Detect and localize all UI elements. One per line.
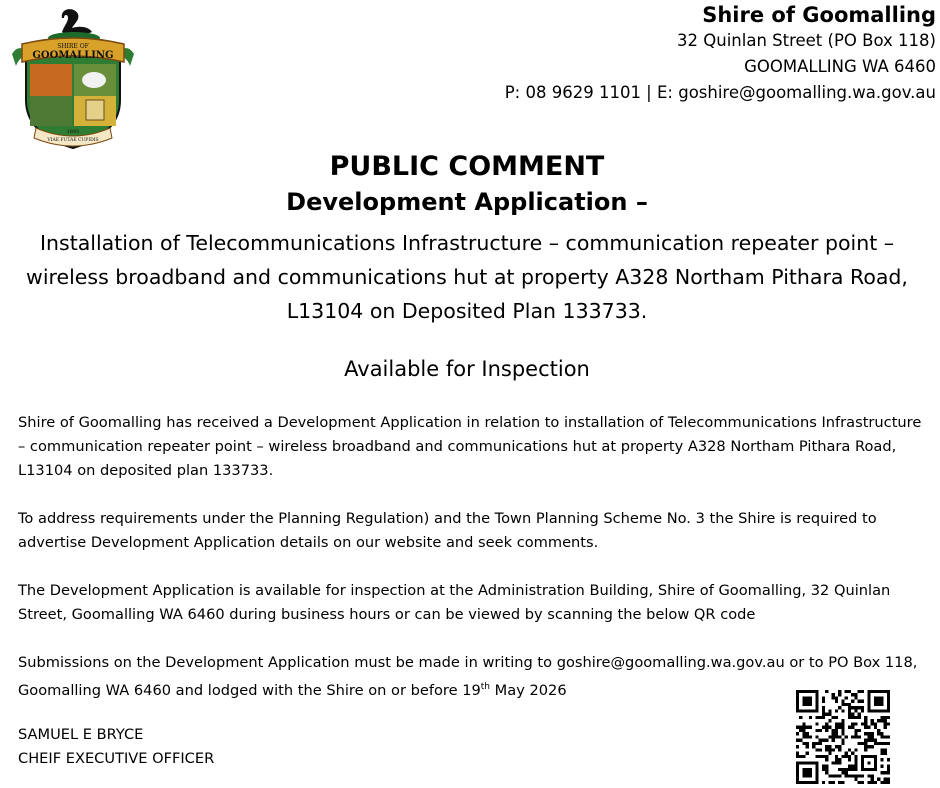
notice-description: Installation of Telecommunications Infrastructure – communication repeater point – wireless broadband and communications hut at property A328 Northam Pithara Road, L13104 on Deposited Plan 133733. xyxy=(26,231,908,323)
paragraph-inspection: The Development Application is available for inspection at the Administration Building, Shire of Goomalling, 32 Quinlan Street, Goomalling WA 6460 during business hours or can be viewed by scanning the below QR code xyxy=(18,582,891,623)
availability-heading: Available for Inspection xyxy=(344,357,590,381)
organisation-header xyxy=(505,2,936,106)
organisation-name: Shire of Goomalling xyxy=(702,3,936,27)
svg-text:SHIRE OF: SHIRE OF xyxy=(57,43,89,50)
notice-subtitle: Development Application – xyxy=(286,188,648,216)
signature-block xyxy=(18,723,214,771)
address-line-2: GOOMALLING WA 6460 xyxy=(744,57,936,76)
svg-text:GOOMALLING: GOOMALLING xyxy=(32,50,114,61)
submissions-text: Submissions on the Development Application must be made in writing to goshire@goomalling.wa.gov.au or to PO Box 118, Goomalling WA 6460 and lodged with the Shire on or before 19 xyxy=(18,654,918,699)
shire-crest-logo xyxy=(8,4,138,152)
signatory-title: CHEIF EXECUTIVE OFFICER xyxy=(18,750,215,767)
address-line-1: 32 Quinlan Street (PO Box 118) xyxy=(677,31,936,50)
svg-text:VIAE FUTAE CUPIDIS: VIAE FUTAE CUPIDIS xyxy=(47,138,99,143)
qr-code-icon[interactable] xyxy=(796,690,890,784)
svg-text:1895: 1895 xyxy=(66,129,80,135)
date-suffix: th xyxy=(480,682,491,692)
contact-details: P: 08 9629 1101 | E: goshire@goomalling.wa.gov.au xyxy=(504,83,936,102)
paragraph-submissions xyxy=(18,651,928,703)
notice-title: PUBLIC COMMENT xyxy=(329,151,605,182)
signatory-name: SAMUEL E BRYCE xyxy=(18,726,144,743)
paragraph-application-received: Shire of Goomalling has received a Development Application in relation to installation of Telecommunications Infrastructure – communication repeater point – wireless broadband and communications hut at property A328 Northam Pithara Road, L13104 on deposited plan 133733. xyxy=(18,414,922,479)
paragraph-requirements: To address requirements under the Planning Regulation) and the Town Planning Scheme No. 3 the Shire is required to advertise Development Application details on our website and seek comments. xyxy=(18,510,877,551)
submissions-date-end: May 2026 xyxy=(490,681,567,699)
